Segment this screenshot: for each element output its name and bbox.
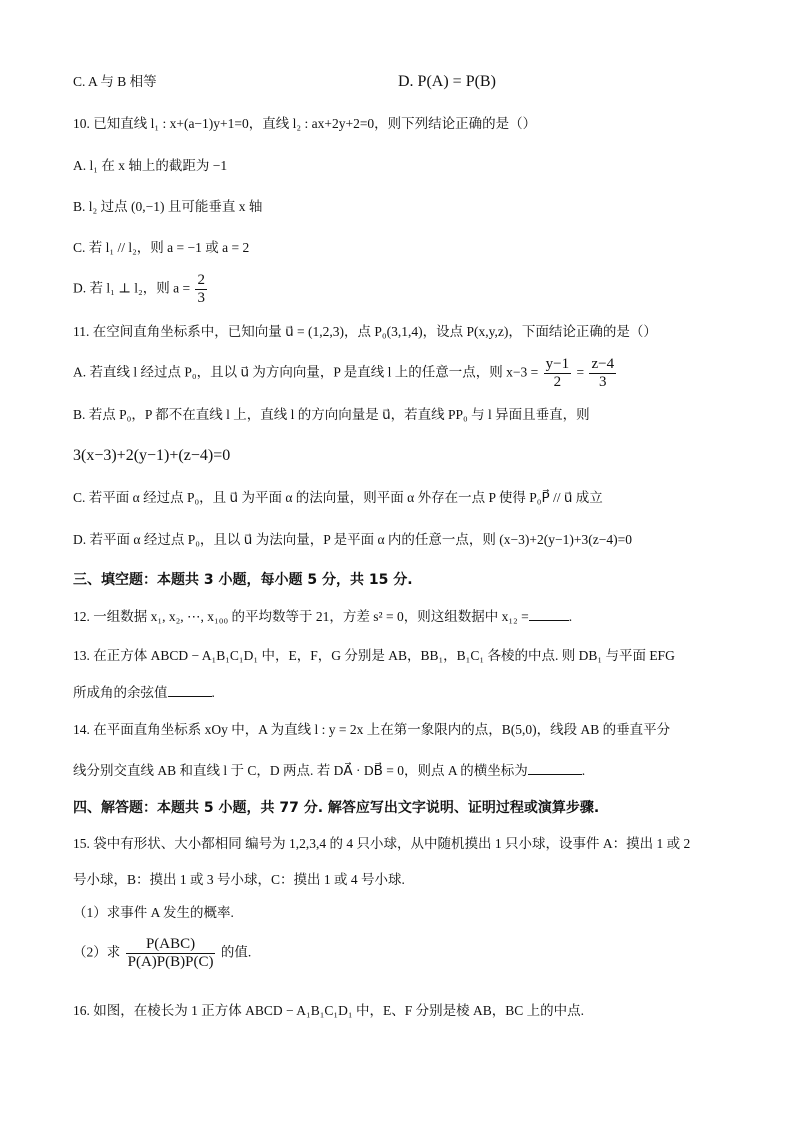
question-10-option-b: B. l₂ 过点 (0,−1) 且可能垂直 x 轴 — [73, 199, 263, 214]
question-10-option-a: A. l₁ 在 x 轴上的截距为 −1 — [73, 158, 228, 173]
question-13-cont: 所成角的余弦值 . — [73, 682, 215, 703]
option-c: C. A 与 B 相等 — [73, 74, 157, 89]
answer-blank — [529, 606, 569, 621]
question-10-option-c: C. 若 l₁ // l₂，则 a = −1 或 a = 2 — [73, 240, 250, 255]
fraction: $\frac{2}{3}$ — [197, 272, 205, 306]
question-15-part-1: （1）求事件 A 发生的概率. — [73, 905, 234, 920]
fraction: $\frac{\text{P(ABC)}}{P(A)P(B)P(C)}$ — [127, 936, 214, 970]
question-11-option-b-equation: 3(x−3)+2(y−1)+(z−4)=0 — [73, 447, 231, 464]
fraction: $\frac{y-1}{2}$ — [545, 356, 570, 390]
question-13: 13. 在正方体 ABCD − A₁B₁C₁D₁ 中，E，F，G 分别是 AB，BB₁，B₁C₁ 各棱的中点. 则 DB₁ 与平面 EFG — [73, 648, 675, 663]
question-15: 15. 袋中有形状、大小都相同 编号为 1,2,3,4 的 4 只小球，从中随机摸出 1 只小球，设事件 A：摸出 1 或 2 — [73, 836, 691, 851]
question-11-option-c: C. 若平面 α 经过点 P₀，且 u⃗ 为平面 α 的法向量，则平面 α 外存在一点 P 使得 P₀P⃗ // u⃗ 成立 — [73, 490, 603, 505]
section-3-heading: 三、填空题：本题共 3 小题，每小题 5 分，共 15 分. — [73, 572, 413, 588]
question-16: 16. 如图，在棱长为 1 正方体 ABCD − A₁B₁C₁D₁ 中，E、F 分别是棱 AB，BC 上的中点. — [73, 1003, 584, 1018]
answer-blank — [168, 682, 212, 697]
section-4-heading: 四、解答题：本题共 5 小题，共 77 分. 解答应写出文字说明、证明过程或演算步骤. — [73, 800, 600, 816]
question-10-option-d: D. 若 l₁ ⊥ l₂，则 a = $\frac{2}{3}$ — [73, 272, 205, 306]
question-15-part-2: （2）求 $\frac{\text{P(ABC)}}{P(A)P(B)P(C)}$ 的值. — [73, 936, 252, 970]
fraction: $\frac{z-4}{3}$ — [591, 356, 615, 390]
question-10: 10. 已知直线 l₁ : x+(a−1)y+1=0，直线 l₂ : ax+2y+2=0，则下列结论正确的是（） — [73, 116, 537, 131]
question-11-option-d: D. 若平面 α 经过点 P₀，且以 u⃗ 为法向量，P 是平面 α 内的任意一点，则 (x−3)+2(y−1)+3(z−4)=0 — [73, 532, 632, 547]
question-14-cont: 线分别交直线 AB 和直线 l 于 C，D 两点. 若 DA⃗ · DB⃗ = 0，则点 A 的横坐标为 . — [73, 760, 585, 781]
question-15-cont: 号小球，B：摸出 1 或 3 号小球，C：摸出 1 或 4 号小球. — [73, 872, 405, 887]
question-11-option-a: A. 若直线 l 经过点 P₀，且以 u⃗ 为方向向量，P 是直线 l 上的任意一点，则 x−3 = $\frac{y-1}{2}$ = $\frac{z-4}{3}$ — [73, 356, 615, 390]
question-12: 12. 一组数据 x₁, x₂, ⋯, x₁₀₀ 的平均数等于 21，方差 s² = 0，则这组数据中 x₁₂ = . — [73, 606, 572, 627]
option-d: D. P(A) = P(B) — [398, 73, 496, 90]
question-11-option-b: B. 若点 P₀，P 都不在直线 l 上，直线 l 的方向向量是 u⃗，若直线 PP₀ 与 l 异面且垂直，则 — [73, 407, 590, 422]
question-14: 14. 在平面直角坐标系 xOy 中，A 为直线 l : y = 2x 上在第一象限内的点，B(5,0)，线段 AB 的垂直平分 — [73, 722, 671, 737]
question-11: 11. 在空间直角坐标系中，已知向量 u⃗ = (1,2,3)，点 P₀(3,1,4)，设点 P(x,y,z)，下面结论正确的是（） — [73, 324, 657, 339]
answer-blank — [528, 760, 582, 775]
